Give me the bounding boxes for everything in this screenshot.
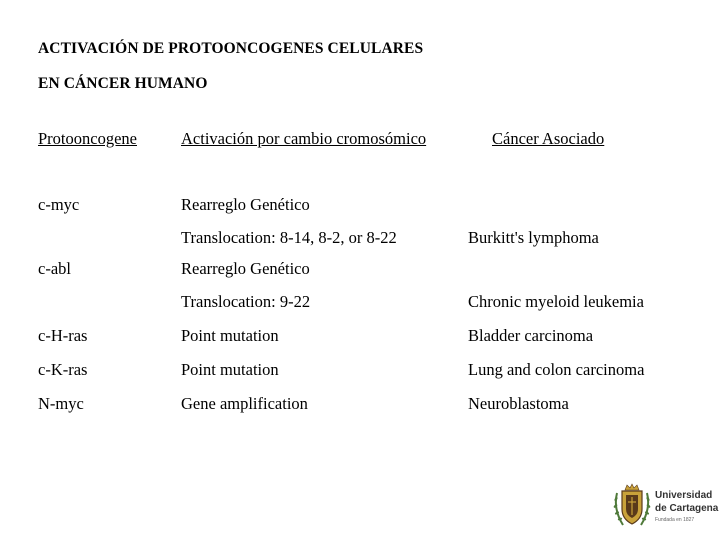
title-line-2: EN CÁNCER HUMANO: [38, 75, 208, 92]
university-logo: [611, 483, 719, 531]
cancer-cell: Neuroblastoma: [468, 394, 569, 413]
logo-text-line-3: Fundada en 1827: [655, 517, 695, 523]
activation-cell: Point mutation: [181, 326, 279, 345]
gene-cell: c-abl: [38, 259, 71, 278]
header-activation: Activación por cambio cromosómico: [181, 129, 427, 148]
gene-cell: c-K-ras: [38, 360, 88, 379]
logo-text-line-1: Universidad: [655, 490, 713, 501]
university-crest-icon: [611, 483, 653, 531]
activation-cell: Rearreglo Genético: [181, 195, 310, 214]
cancer-cell: Lung and colon carcinoma: [468, 360, 645, 379]
cancer-cell: Chronic myeloid leukemia: [468, 292, 644, 311]
activation-cell: Gene amplification: [181, 394, 308, 413]
activation-cell: Point mutation: [181, 360, 279, 379]
cancer-cell: Burkitt's lymphoma: [468, 228, 599, 247]
header-cancer: Cáncer Asociado: [492, 129, 605, 148]
gene-cell: N-myc: [38, 394, 84, 413]
cancer-cell: Bladder carcinoma: [468, 326, 594, 345]
header-protooncogene: Protooncogene: [38, 129, 137, 148]
activation-cell: Translocation: 8-14, 8-2, or 8-22: [181, 228, 397, 247]
gene-cell: c-myc: [38, 195, 80, 214]
activation-cell: Rearreglo Genético: [181, 259, 310, 278]
activation-cell: Translocation: 9-22: [181, 292, 311, 311]
logo-text-line-2: de Cartagena: [655, 503, 719, 514]
gene-cell: c-H-ras: [38, 326, 88, 345]
title-line-1: ACTIVACIÓN DE PROTOONCOGENES CELULARES: [38, 40, 424, 57]
